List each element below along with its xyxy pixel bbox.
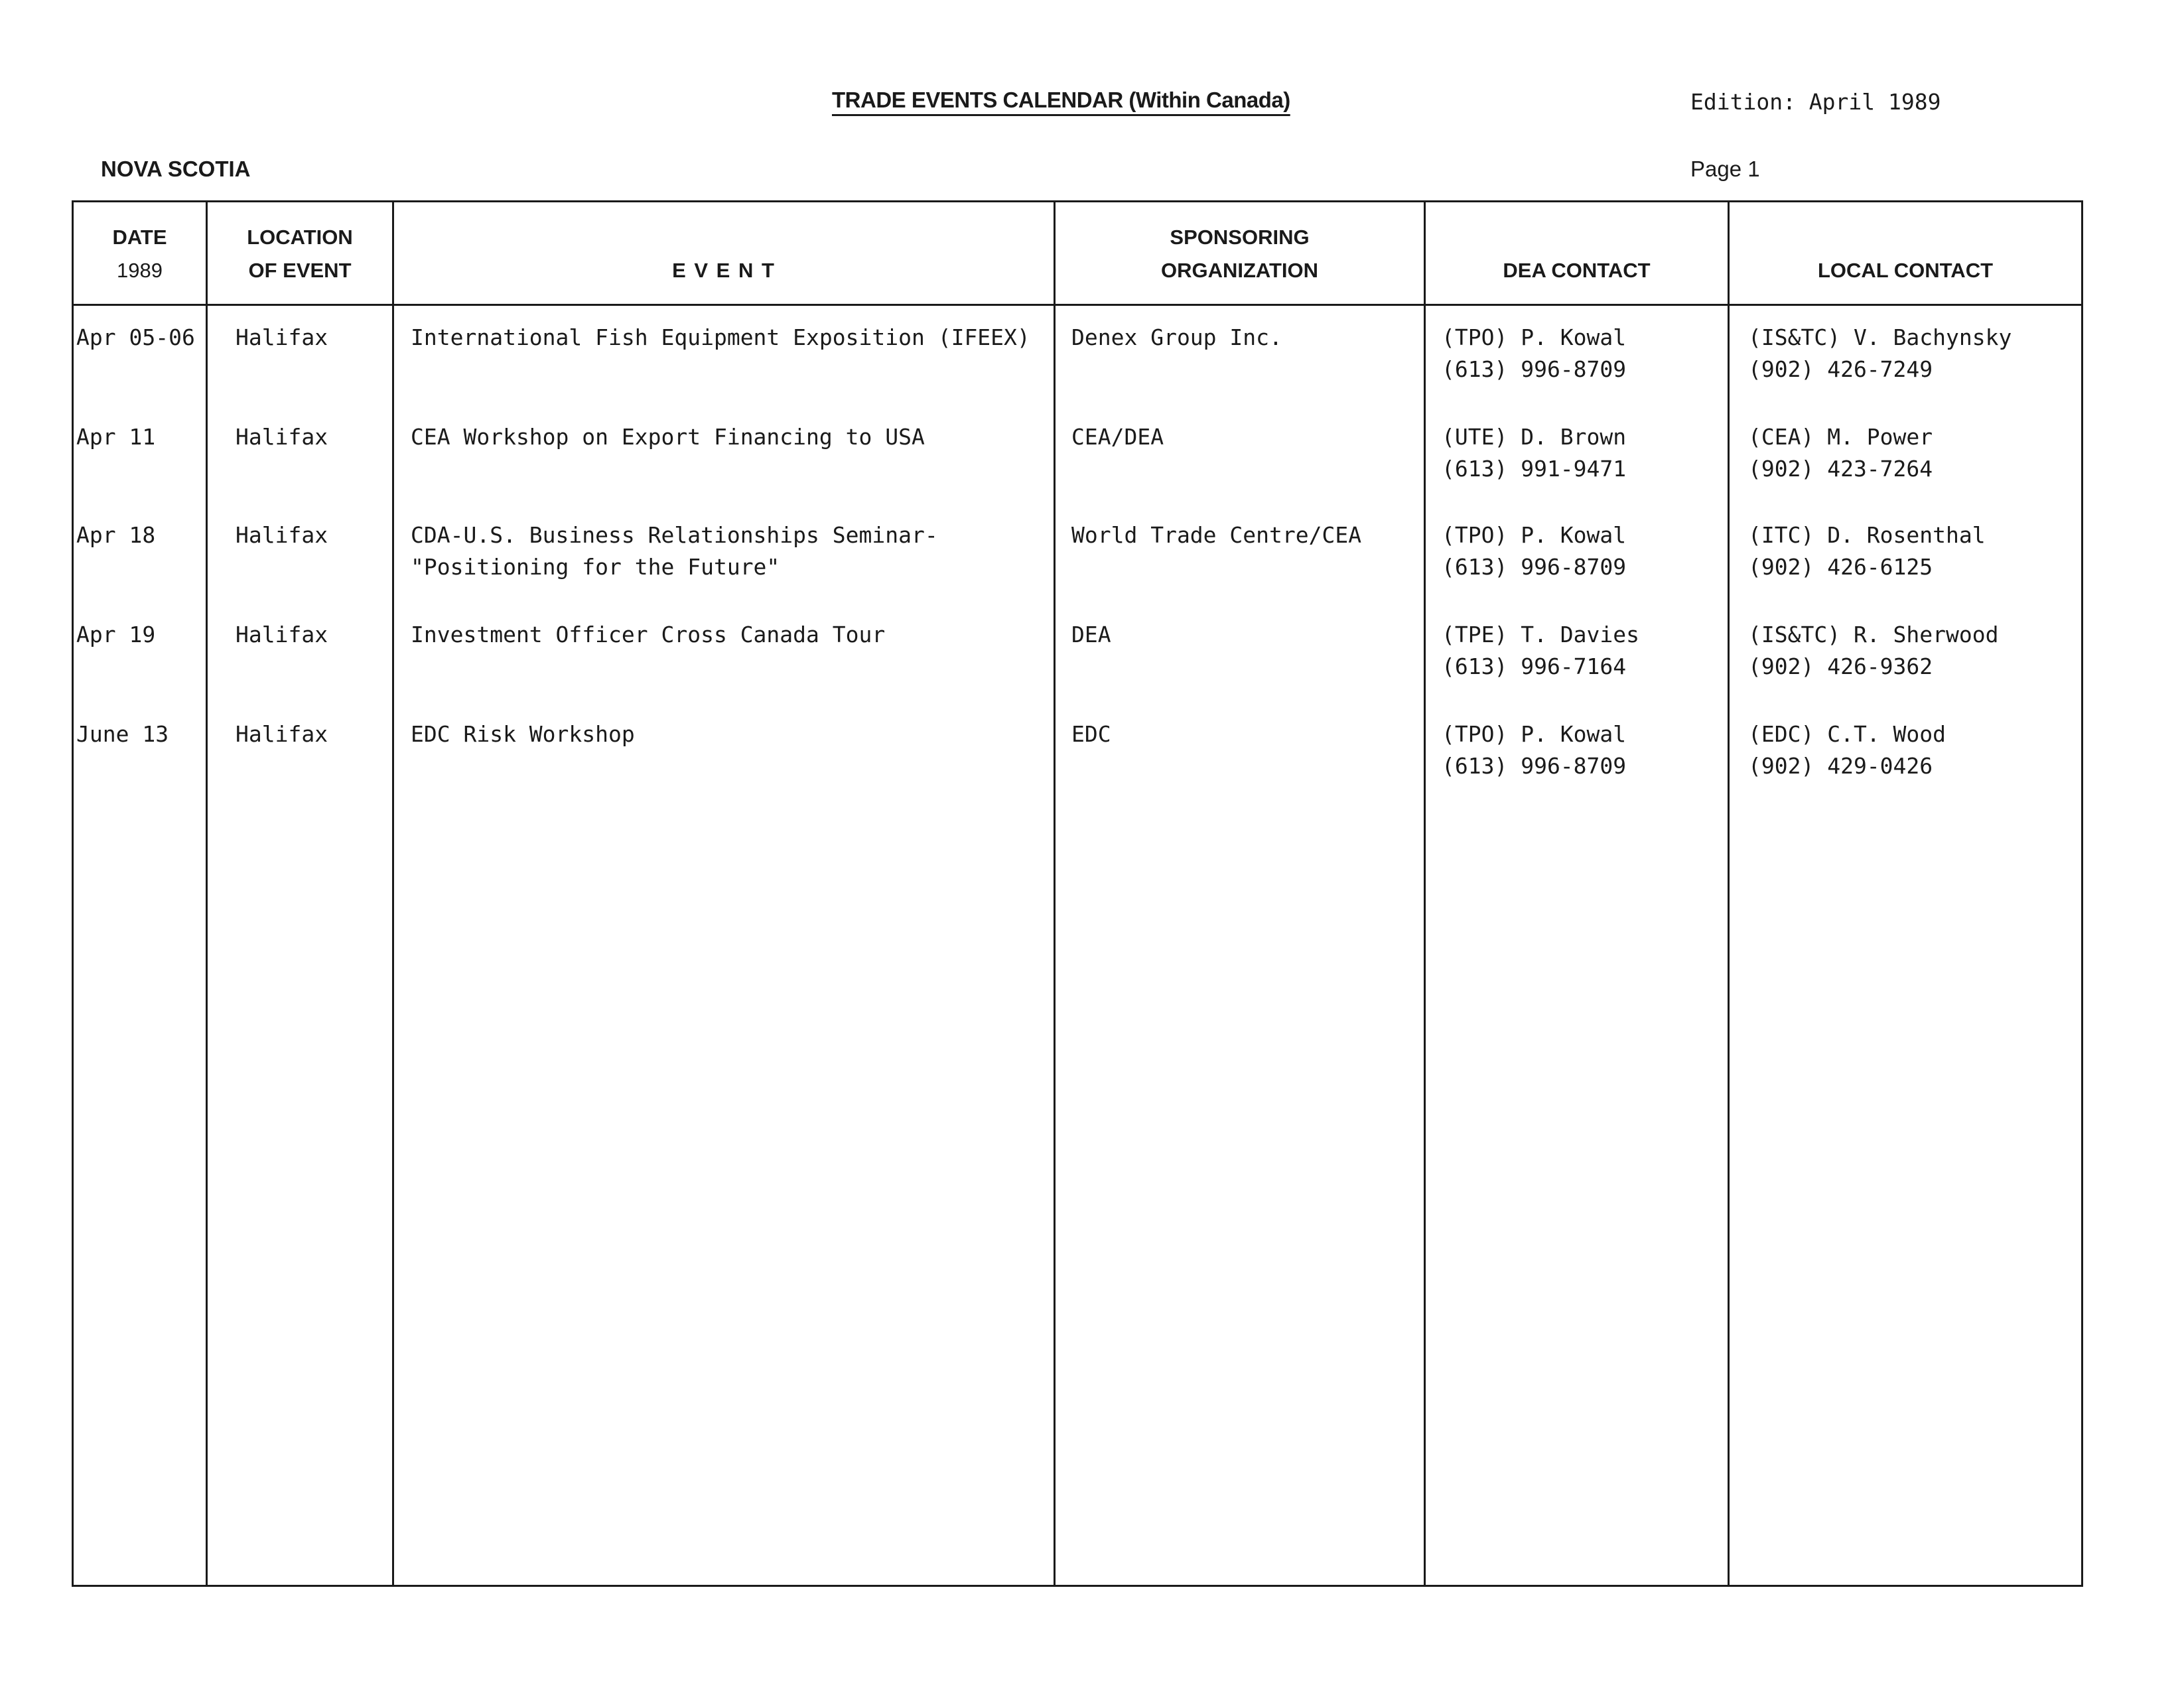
header-sponsor-line2: ORGANIZATION xyxy=(1160,259,1319,282)
cell-dea-phone: (613) 996-8709 xyxy=(1442,554,1627,580)
cell-dea-name: (TPO) P. Kowal xyxy=(1442,324,1627,350)
header-location-line2: OF EVENT xyxy=(248,259,352,282)
cell-dea-name: (UTE) D. Brown xyxy=(1442,424,1627,450)
column-header-event: E V E N T xyxy=(672,259,776,282)
cell-local-name: (CEA) M. Power xyxy=(1748,424,1933,450)
cell-event: CDA-U.S. Business Relationships Seminar- xyxy=(411,522,938,548)
column-header-local-contact: LOCAL CONTACT xyxy=(1817,259,1994,282)
cell-sponsor: DEA xyxy=(1071,622,1111,647)
cell-dea-phone: (613) 996-7164 xyxy=(1442,653,1627,679)
cell-sponsor: World Trade Centre/CEA xyxy=(1071,522,1362,548)
cell-date: Apr 18 xyxy=(76,522,156,548)
cell-date: Apr 05-06 xyxy=(76,324,195,350)
cell-date: June 13 xyxy=(76,721,169,747)
cell-event: CEA Workshop on Export Financing to USA xyxy=(411,424,925,450)
cell-local-name: (EDC) C.T. Wood xyxy=(1748,721,1946,747)
header-sponsor-line1: SPONSORING xyxy=(1170,226,1310,249)
cell-local-name: (ITC) D. Rosenthal xyxy=(1748,522,1986,548)
header-date-line2: 1989 xyxy=(117,259,163,282)
cell-dea-name: (TPE) T. Davies xyxy=(1442,622,1640,647)
cell-local-phone: (902) 429-0426 xyxy=(1748,753,1933,779)
cell-event: EDC Risk Workshop xyxy=(411,721,635,747)
column-divider xyxy=(1054,202,1056,1585)
column-divider xyxy=(206,202,208,1585)
document-title: TRADE EVENTS CALENDAR (Within Canada) xyxy=(832,88,1290,112)
column-divider xyxy=(392,202,394,1585)
cell-dea-name: (TPO) P. Kowal xyxy=(1442,522,1627,548)
cell-dea-name: (TPO) P. Kowal xyxy=(1442,721,1627,747)
cell-location: Halifax xyxy=(236,522,328,548)
column-divider xyxy=(1424,202,1426,1585)
cell-dea-phone: (613) 996-8709 xyxy=(1442,356,1627,382)
cell-date: Apr 19 xyxy=(76,622,156,647)
cell-date: Apr 11 xyxy=(76,424,156,450)
column-header-dea-contact: DEA CONTACT xyxy=(1503,259,1651,282)
cell-location: Halifax xyxy=(236,622,328,647)
cell-event: Investment Officer Cross Canada Tour xyxy=(411,622,886,647)
cell-local-name: (IS&TC) V. Bachynsky xyxy=(1748,324,2012,350)
cell-sponsor: CEA/DEA xyxy=(1071,424,1164,450)
cell-location: Halifax xyxy=(236,424,328,450)
cell-local-phone: (902) 426-6125 xyxy=(1748,554,1933,580)
header-divider xyxy=(74,304,2081,306)
header-date-line1: DATE xyxy=(112,226,167,249)
events-table xyxy=(72,200,2083,1587)
cell-sponsor: EDC xyxy=(1071,721,1111,747)
cell-location: Halifax xyxy=(236,324,328,350)
cell-location: Halifax xyxy=(236,721,328,747)
cell-local-phone: (902) 426-7249 xyxy=(1748,356,1933,382)
cell-dea-phone: (613) 996-8709 xyxy=(1442,753,1627,779)
cell-sponsor: Denex Group Inc. xyxy=(1071,324,1282,350)
cell-event: International Fish Equipment Exposition (IFEEX) xyxy=(411,324,1030,350)
cell-local-phone: (902) 423-7264 xyxy=(1748,456,1933,482)
region-heading: NOVA SCOTIA xyxy=(101,157,251,181)
cell-local-phone: (902) 426-9362 xyxy=(1748,653,1933,679)
cell-local-name: (IS&TC) R. Sherwood xyxy=(1748,622,1999,647)
column-divider xyxy=(1728,202,1730,1585)
edition-label: Edition: April 1989 xyxy=(1690,89,1941,115)
header-location-line1: LOCATION xyxy=(247,226,353,249)
cell-dea-phone: (613) 991-9471 xyxy=(1442,456,1627,482)
page-number: Page 1 xyxy=(1690,157,1760,181)
cell-event-line2: "Positioning for the Future" xyxy=(411,554,780,580)
